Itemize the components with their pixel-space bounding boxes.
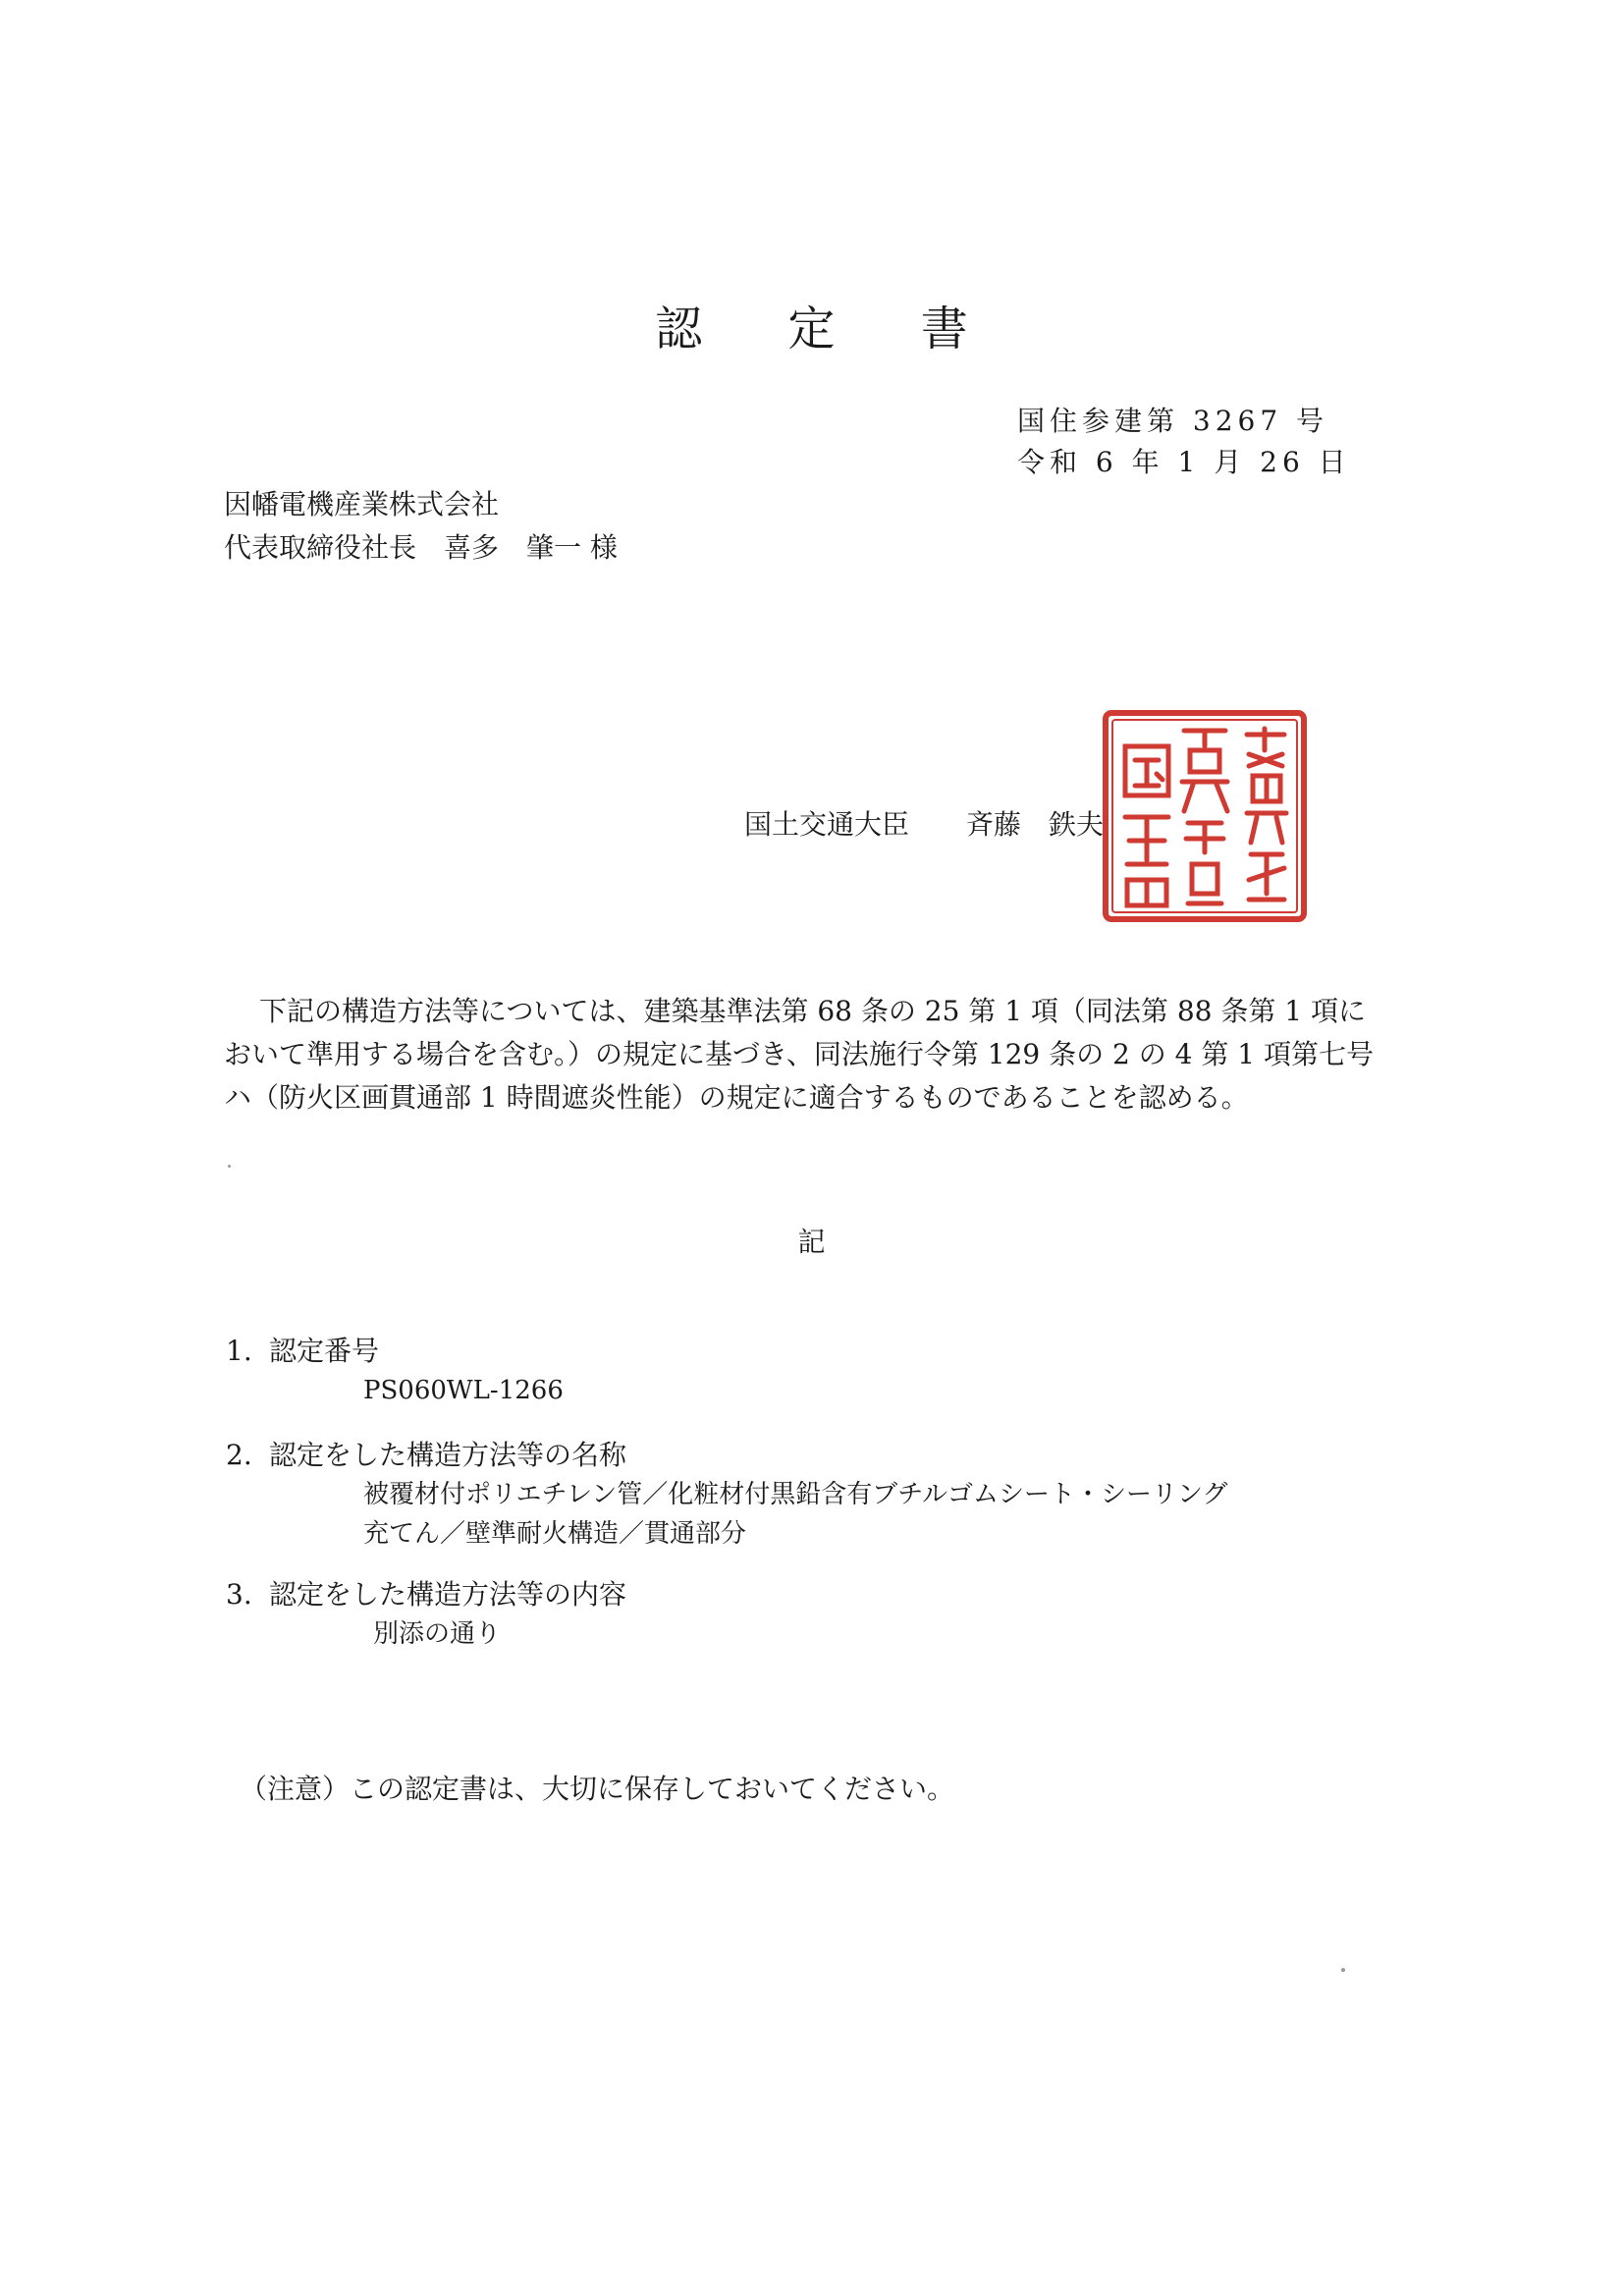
document-number: 国住参建第 3267 号 [1017, 405, 1329, 437]
scan-speck [228, 1165, 231, 1168]
item-label: 認定をした構造方法等の内容 [269, 1578, 627, 1611]
issue-date: 令和 6 年 1 月 26 日 [1017, 446, 1351, 478]
item-number: 1. [226, 1335, 252, 1367]
item-label: 認定をした構造方法等の名称 [269, 1439, 627, 1471]
item-number: 2. [226, 1439, 252, 1471]
item-number: 3. [226, 1578, 252, 1611]
item-label: 認定番号 [269, 1335, 380, 1367]
document-reference [1017, 401, 1351, 483]
list-item-2 [226, 1436, 1228, 1554]
scan-speck [1341, 1968, 1345, 1972]
certification-number-value: PS060WL-1266 [363, 1376, 564, 1405]
list-item-3 [226, 1575, 626, 1654]
item-detail-line: 充てん／壁準耐火構造／貫通部分 [363, 1519, 747, 1549]
recipient-representative: 代表取締役社長 喜多 肇一 様 [224, 531, 618, 564]
list-item-1 [226, 1332, 564, 1410]
issuer-name: 斉藤 鉄夫 [966, 808, 1105, 841]
official-seal [1100, 707, 1310, 925]
ki-heading: 記 [797, 1226, 826, 1258]
item-detail-line: 被覆材付ポリエチレン管／化粧材付黒鉛含有ブチルゴムシート・シーリング [363, 1480, 1228, 1509]
caution-note: （注意）この認定書は、大切に保存しておいてください。 [240, 1773, 955, 1805]
issuer-block [744, 803, 1104, 843]
certification-statement: 下記の構造方法等については、建築基準法第 68 条の 25 第 1 項（同法第 88 条第 1 項において準用する場合を含む。）の規定に基づき、同法施行令第 129 条の 2 の 4 第 1 項第七号ハ（防火区画貫通部 1 時間遮炎性能）の規定に適合するものであることを認める。 [224, 995, 1374, 1114]
recipient-block [224, 483, 618, 570]
item-detail-line: 別添の通り [373, 1619, 502, 1649]
recipient-company: 因幡電機産業株式会社 [224, 488, 500, 520]
page-title: 認 定 書 [655, 301, 1003, 356]
issuer-role: 国土交通大臣 [744, 808, 910, 841]
